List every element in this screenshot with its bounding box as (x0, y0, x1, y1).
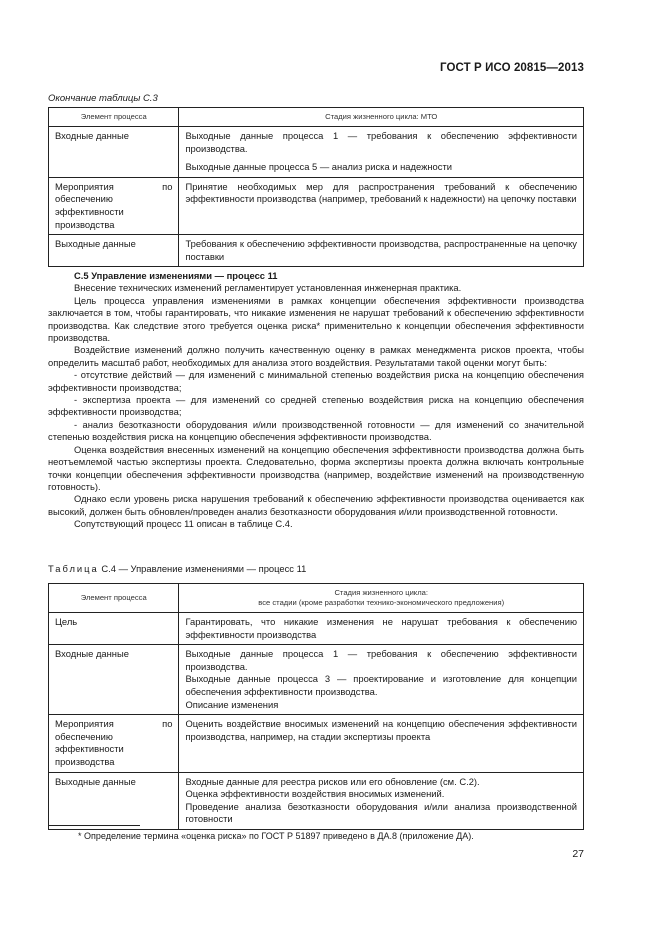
footnote: * Определение термина «оценка риска» по ГОСТ Р 51897 приведено в ДА.8 (приложение ДА). (78, 831, 474, 841)
standard-header: ГОСТ Р ИСО 20815—2013 (440, 62, 585, 74)
cell-line: Описание изменения (185, 698, 279, 710)
table-row (49, 772, 584, 829)
cell-paragraph: Выходные данные процесса 1 — требования к обеспечению эффективности производства. (185, 130, 577, 154)
stage-header-line: Стадия жизненного цикла: (334, 588, 428, 597)
table-caption-label: Таблица (48, 563, 99, 574)
row-content (179, 127, 584, 178)
row-content (179, 772, 584, 829)
table-caption-text: С.4 — Управление изменениями — процесс 11 (101, 563, 307, 574)
paragraph: Внесение технических изменений регламентирует установленная инженерная практика. (74, 282, 462, 294)
table-row (49, 177, 584, 234)
paragraph: Воздействие изменений должно получить качественную оценку в рамках менеджмента рисков проекта, чтобы определить масштаб работ, необходимых для анализа этого воздействия. Результатами такой оценки могут быть: (48, 344, 584, 368)
paragraph: Оценка воздействия внесенных изменений на концепцию обеспечения эффективности производства должна быть неотъемлемой частью экспертизы проекта. Следовательно, форма экспертизы проекта должна включать контрольные точки концепции обеспечения эффективности производства (например, воздействие изменений на производственную готовность). (48, 443, 584, 492)
table-header-row (49, 584, 584, 613)
paragraph: Цель процесса управления изменениями в рамках концепции обеспечения эффективности производства заключается в том, чтобы гарантировать, что никакие изменения не нарушат требований к обеспечению эффективности производства. Как следствие этого требуется оценка риска* применительно к концепции обеспечения эффективности производства. (48, 294, 584, 344)
table-row (49, 645, 584, 715)
cell-paragraph: Выходные данные процесса 5 — анализ риска и надежности (185, 161, 452, 173)
row-element: Мероприятия по обеспечению эффективности производства (49, 177, 179, 234)
table-c3 (48, 107, 584, 267)
paragraph: Сопутствующий процесс 11 описан в таблице С.4. (74, 518, 293, 530)
cell-line: Проведение анализа безотказности оборудования и/или анализа производственной готовности (185, 800, 577, 825)
table-row (49, 715, 584, 772)
cell-line: Выходные данные процесса 3 — проектирование и изготовление для концепции обеспечения эффективности производства. (185, 673, 577, 697)
row-element: Входные данные (49, 127, 179, 178)
table-c4-caption (48, 563, 306, 574)
row-element: Выходные данные (49, 235, 179, 267)
row-content (179, 645, 584, 715)
row-element: Мероприятия по обеспечению эффективности производства (49, 715, 179, 772)
stage-header-line: все стадии (кроме разработки технико-экономического предложения) (258, 598, 505, 607)
paragraph: Однако если уровень риска нарушения требований к обеспечению эффективности производства оценивается как высокий, должен быть обновлен/проведен анализ безотказности оборудования и/или производственной готовности. (48, 493, 584, 517)
row-element: Выходные данные (49, 772, 179, 829)
column-header-element: Элемент процесса (49, 584, 179, 613)
table-c3-caption: Окончание таблицы С.3 (48, 93, 158, 104)
list-item: - анализ безотказности оборудования и/или производственной готовности — для изменений со значительной степенью воздействия риска на концепцию обеспечения эффективности производства. (48, 418, 584, 443)
row-content: Оценить воздействие вносимых изменений на концепцию обеспечения эффективности производства, например, на стадии экспертизы проекта (179, 715, 584, 772)
column-header-element: Элемент процесса (49, 108, 179, 127)
row-element: Цель (49, 613, 179, 645)
section-title: С.5 Управление изменениями — процесс 11 (74, 270, 278, 281)
row-content: Гарантировать, что никакие изменения не нарушат требования к обеспечению эффективности производства (179, 613, 584, 645)
table-row (49, 235, 584, 267)
column-header-stage: Стадия жизненного цикла: МТО (179, 108, 584, 127)
list-item: - отсутствие действий — для изменений с минимальной степенью воздействия риска на концепцию обеспечения эффективности производства; (48, 369, 584, 393)
footnote-divider (48, 825, 140, 826)
row-content: Требования к обеспечению эффективности производства, распространенные на цепочку поставки (179, 235, 584, 267)
table-c4 (48, 583, 584, 830)
section-c5 (48, 270, 584, 531)
list-item: - экспертиза проекта — для изменений со средней степенью воздействия риска на концепцию обеспечения эффективности производства; (48, 394, 584, 418)
table-row (49, 613, 584, 645)
row-content: Принятие необходимых мер для распространения требований к обеспечению эффективности производства (например, требований к надежности) на цепочку поставки (179, 177, 584, 234)
page-number: 27 (572, 848, 584, 860)
cell-line: Входные данные для реестра рисков или его обновление (см. С.2). (185, 775, 480, 787)
column-header-stage (179, 584, 584, 613)
table-row (49, 127, 584, 178)
cell-line: Выходные данные процесса 1 — требования к обеспечению эффективности производства. (185, 648, 577, 672)
cell-line: Оценка эффективности воздействия вносимых изменений. (185, 788, 445, 800)
table-header-row (49, 108, 584, 127)
row-element: Входные данные (49, 645, 179, 715)
